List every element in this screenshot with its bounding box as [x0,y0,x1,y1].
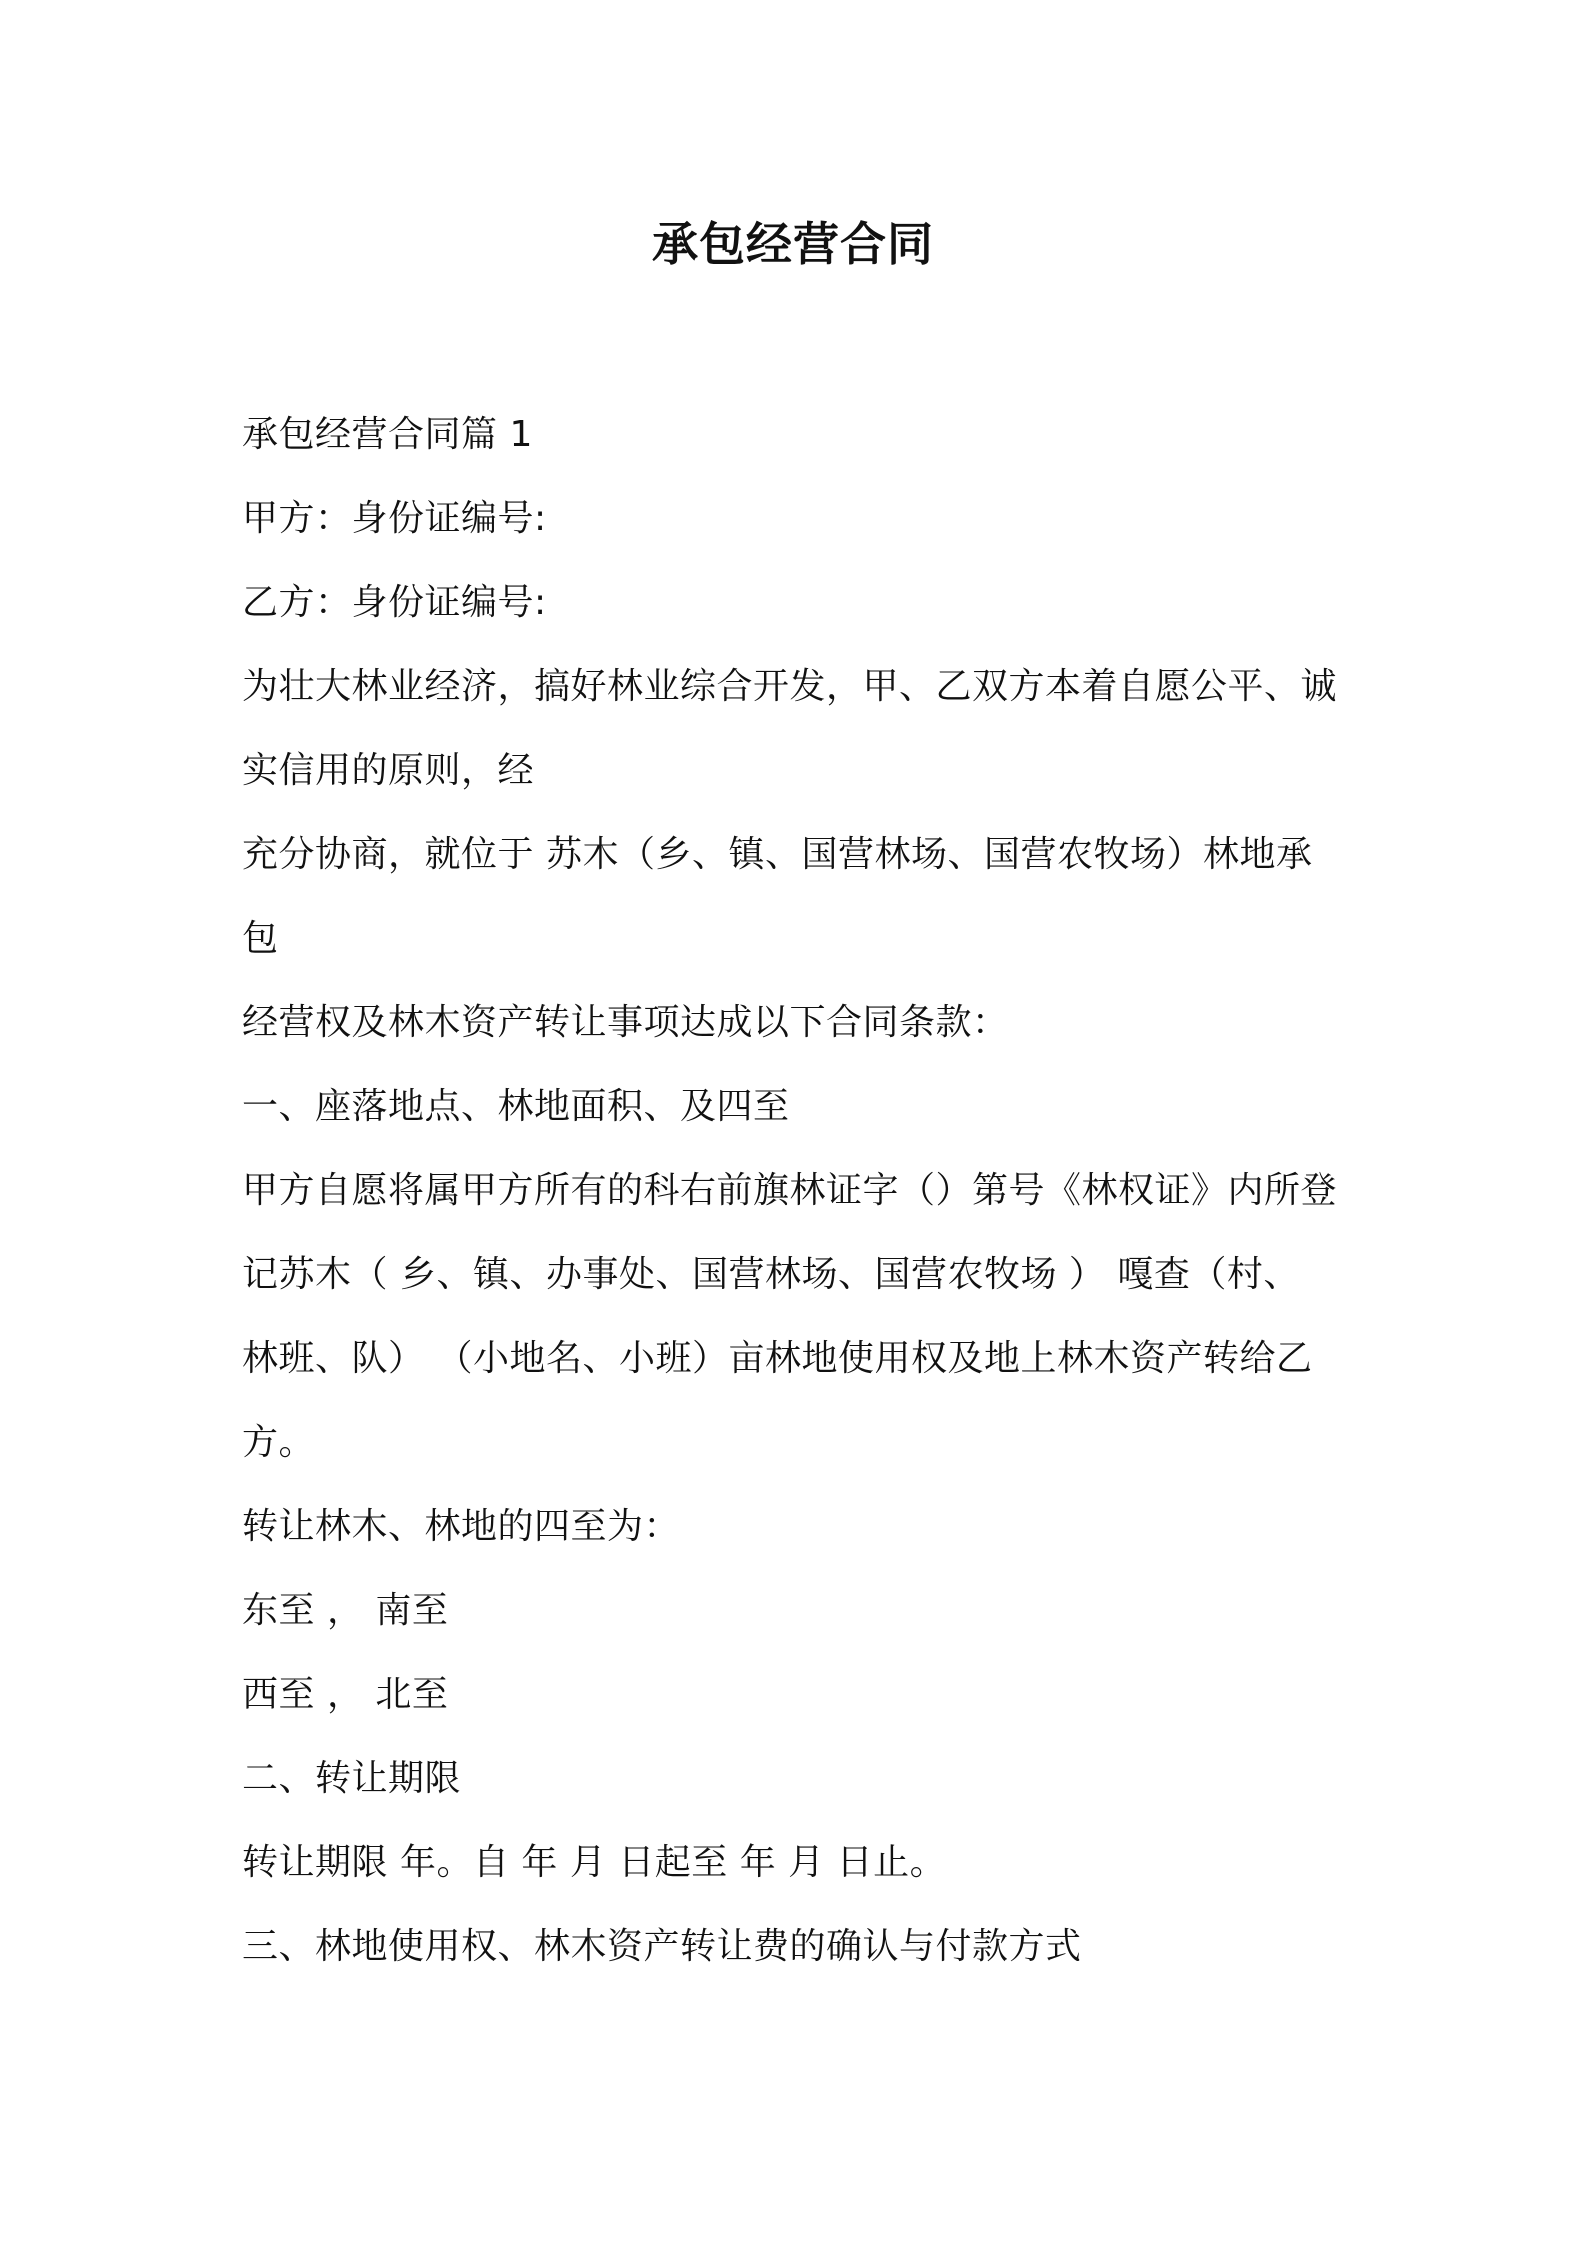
party-a-line: 甲方：身份证编号: [242,498,547,539]
document-title: 承包经营合同 [652,217,934,271]
paragraph-line: 充分协商，就位于 苏木（乡、镇、国营林场、国营农牧场）林地承 [242,834,1313,875]
party-b-line: 乙方：身份证编号: [242,582,547,623]
clause-heading: 三、林地使用权、林木资产转让费的确认与付款方式 [242,1926,1082,1967]
paragraph-line: 转让期限 年。自 年 月 日起至 年 月 日止。 [242,1842,947,1883]
paragraph-line: 包 [242,918,279,959]
clause-heading: 一、座落地点、林地面积、及四至 [242,1086,790,1127]
boundary-line: 东至 ， 南至 [242,1590,449,1631]
paragraph-line: 转让林木、林地的四至为： [242,1506,681,1547]
paragraph-line: 甲方自愿将属甲方所有的科右前旗林证字（）第号《林权证》内所登 [242,1170,1338,1211]
paragraph-line: 经营权及林木资产转让事项达成以下合同条款： [242,1002,1009,1043]
paragraph-line: 实信用的原则，经 [242,750,535,791]
section-heading: 承包经营合同篇 1 [242,414,533,455]
paragraph-line: 为壮大林业经济，搞好林业综合开发，甲、乙双方本着自愿公平、诚 [242,666,1338,707]
paragraph-line: 方。 [242,1422,316,1463]
clause-heading: 二、转让期限 [242,1758,462,1799]
boundary-line: 西至 ， 北至 [242,1674,449,1715]
paragraph-line: 林班、队） （小地名、小班）亩林地使用权及地上林木资产转给乙 [242,1338,1313,1379]
paragraph-line: 记苏木（ 乡、镇、办事处、国营林场、国营农牧场 ） 嘎查（村、 [242,1254,1300,1295]
